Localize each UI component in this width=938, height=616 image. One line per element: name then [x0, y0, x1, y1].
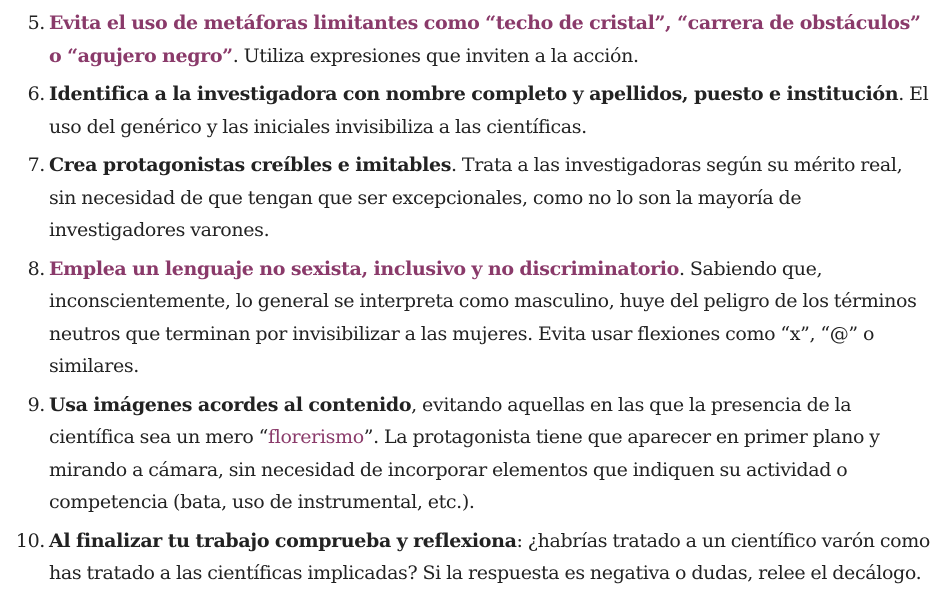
florerismo-link[interactable]: florerismo	[268, 426, 364, 448]
item-number: 7.	[27, 154, 45, 176]
item-lead-link[interactable]: Evita el uso de metáforas limitantes como “techo de cristal”, “carrera de obstáculos” o “agujero negro”	[49, 12, 921, 67]
list-item	[0, 78, 938, 143]
item-text: ”. La protagonista tiene que aparecer en primer plano y mirando a cámara, sin necesidad de incorporar elementos que indiquen su actividad o competencia (bata, uso de instrumental, etc.).	[49, 426, 880, 513]
list-item	[0, 253, 938, 383]
list-item	[0, 389, 938, 519]
item-text: : ¿habrías tratado a un científico varón como has tratado a las científicas implicadas? Si la respuesta es negativa o dudas, relee el decálogo.	[49, 529, 930, 584]
list-item	[0, 149, 938, 247]
item-number: 10.	[15, 529, 45, 552]
item-lead: Identifica a la investigadora con nombre completo y apellidos, puesto e institución	[49, 83, 899, 105]
list-item	[0, 525, 938, 590]
item-lead: Usa imágenes acordes al contenido	[49, 393, 412, 416]
list-item	[0, 7, 938, 72]
item-number: 5.	[27, 12, 45, 34]
item-number: 9.	[27, 393, 45, 416]
item-lead-link[interactable]: Emplea un lenguaje no sexista, inclusivo y no discriminatorio	[49, 257, 679, 280]
decalogue-list	[0, 7, 938, 596]
item-number: 6.	[27, 83, 45, 105]
item-text: . Sabiendo que, inconscientemente, lo general se interpreta como masculino, huye del peligro de los términos neutros que terminan por invisibilizar a las mujeres. Evita usar flexiones como “x”, “@” o similares.	[49, 257, 917, 377]
item-text: , evitando aquellas en las que la presencia de la científica sea un mero “	[49, 393, 852, 448]
item-text: . El uso del genérico y las iniciales invisibiliza a las científicas.	[49, 83, 929, 138]
item-lead: Crea protagonistas creíbles e imitables	[49, 154, 452, 176]
item-text: . Trata a las investigadoras según su mérito real, sin necesidad de que tengan que ser excepcionales, como no lo son la mayoría de investigadores varones.	[49, 154, 903, 241]
item-number: 8.	[27, 257, 45, 280]
item-text: . Utiliza expresiones que inviten a la acción.	[232, 44, 639, 67]
item-lead: Al finalizar tu trabajo comprueba y reflexiona	[49, 529, 517, 552]
